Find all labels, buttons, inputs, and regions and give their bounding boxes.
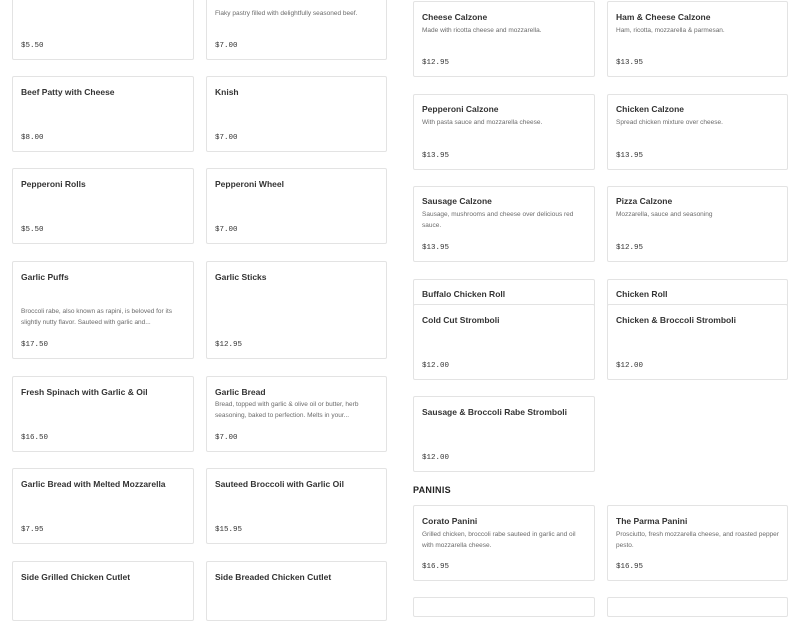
menu-item-beef-patty-with-cheese[interactable] [12,76,194,152]
menu-item-pizza-calzone[interactable] [607,186,788,262]
menu-item-description: Ham, ricotta, mozzarella & parmesan. [616,27,725,34]
menu-item-title: Pepperoni Rolls [21,179,86,189]
menu-item-title: Ham & Cheese Calzone [616,12,711,22]
menu-item-sauteed-broccoli[interactable] [206,468,387,544]
menu-item-price: $13.95 [616,59,644,67]
menu-item-description: Broccoli rabe, also known as rapini, is beloved for its slightly nutty flavor. Sauteed with garlic and... [21,308,173,326]
menu-item-description: Flaky pastry filled with delightfully seasoned beef. [215,10,358,17]
menu-item-side-breaded-chicken[interactable] [206,561,387,621]
menu-item-title: The Parma Panini [616,516,688,526]
menu-item-price: $13.95 [616,152,644,160]
menu-item-description: Prosciutto, fresh mozzarella cheese, and roasted pepper pesto. [616,531,779,549]
menu-item-price: $7.00 [215,226,238,234]
menu-item-description: With pasta sauce and mozzarella cheese. [422,119,543,126]
menu-item-corato-panini[interactable] [413,505,595,581]
menu-item-pepperoni-calzone[interactable] [413,94,595,170]
menu-item-price: $16.95 [616,563,644,571]
menu-item-description: Bread, topped with garlic & olive oil or butter, herb seasoning, baked to perfection. Melts in your... [215,401,359,419]
menu-item-garlic-puffs[interactable] [12,261,194,359]
menu-item-title: Knish [215,87,239,97]
menu-item-price: $12.00 [616,362,644,370]
menu-item-title: Sausage Calzone [422,196,492,206]
menu-item-title: Chicken & Broccoli Stromboli [616,315,736,325]
menu-item-price: $12.95 [616,244,644,252]
menu-item-pepperoni-rolls[interactable] [12,168,194,244]
menu-item-price: $5.50 [21,226,44,234]
menu-item-title: Beef Patty with Cheese [21,87,115,97]
menu-item-partial[interactable] [607,597,788,617]
menu-item-fresh-spinach[interactable] [12,376,194,452]
menu-item-title: Cold Cut Stromboli [422,315,500,325]
menu-item-description: Spread chicken mixture over cheese. [616,119,723,126]
menu-item-garlic-bread[interactable] [206,376,387,452]
menu-item-chicken-broccoli-stromboli[interactable] [607,304,788,380]
menu-item-price: $8.00 [21,134,44,142]
menu-item-description: Sausage, mushrooms and cheese over delicious red sauce. [422,211,574,229]
menu-item-title: Cheese Calzone [422,12,488,22]
menu-item-sausage-calzone[interactable] [413,186,595,262]
menu-item-knish[interactable] [206,76,387,152]
menu-item-title: Garlic Sticks [215,272,267,282]
menu-item-beef-patty[interactable] [206,0,387,60]
menu-item-title: Garlic Puffs [21,272,69,282]
menu-item-price: $5.50 [21,42,44,50]
menu-item-title: Buffalo Chicken Roll [422,289,506,299]
menu-item-price: $12.00 [422,454,450,462]
menu-item-title: Garlic Bread with Melted Mozzarella [21,479,166,489]
menu-item-title: Pizza Calzone [616,196,673,206]
menu-item-price: $12.95 [215,341,243,349]
menu-item-title: Fresh Spinach with Garlic & Oil [21,387,148,397]
menu-item-sausage-broccoli-stromboli[interactable] [413,396,595,472]
menu-item-title: Chicken Roll [616,289,668,299]
menu-item-garlic-bread-mozzarella[interactable] [12,468,194,544]
menu-item-side-grilled-chicken[interactable] [12,561,194,621]
section-heading-paninis: PANINIS [413,485,451,495]
menu-item-price: $16.50 [21,434,49,442]
menu-item-price: $16.95 [422,563,450,571]
menu-item-title: Garlic Bread [215,387,266,397]
menu-item-description: Grilled chicken, broccoli rabe sauteed in garlic and oil with mozzarella cheese. [422,531,576,549]
menu-item-cold-cut-stromboli[interactable] [413,304,595,380]
menu-item-description: Mozzarella, sauce and seasoning [616,211,713,218]
menu-item-price: $7.00 [215,42,238,50]
menu-item-title: Sauteed Broccoli with Garlic Oil [215,479,344,489]
menu-item-title: Chicken Calzone [616,104,685,114]
menu-item-ham-cheese-calzone[interactable] [607,1,788,77]
menu-item-title: Pepperoni Calzone [422,104,499,114]
menu-item-title: Sausage & Broccoli Rabe Stromboli [422,407,568,417]
menu-item-cheese-calzone[interactable] [413,1,595,77]
menu-item-price: $12.00 [422,362,450,370]
menu-item-partial[interactable] [413,597,595,617]
menu-item-price: $7.00 [215,134,238,142]
menu-item-price: $12.95 [422,59,450,67]
menu-item-price: $13.95 [422,244,450,252]
menu-item-title: Corato Panini [422,516,478,526]
menu-item-pepperoni-wheel[interactable] [206,168,387,244]
menu-item-parma-panini[interactable] [607,505,788,581]
menu-item-price: $15.95 [215,526,243,534]
menu-item-title: Side Grilled Chicken Cutlet [21,572,131,582]
menu-item-garlic-sticks[interactable] [206,261,387,359]
menu-item-hot-dog-puffs[interactable] [12,0,194,60]
menu-item-price: $13.95 [422,152,450,160]
menu-item-price: $7.00 [215,434,238,442]
menu-item-price: $7.95 [21,526,44,534]
menu-item-title: Side Breaded Chicken Cutlet [215,572,332,582]
menu-item-price: $17.50 [21,341,49,349]
menu-item-chicken-calzone[interactable] [607,94,788,170]
menu-item-title: Pepperoni Wheel [215,179,284,189]
menu-item-description: Made with ricotta cheese and mozzarella. [422,27,542,34]
